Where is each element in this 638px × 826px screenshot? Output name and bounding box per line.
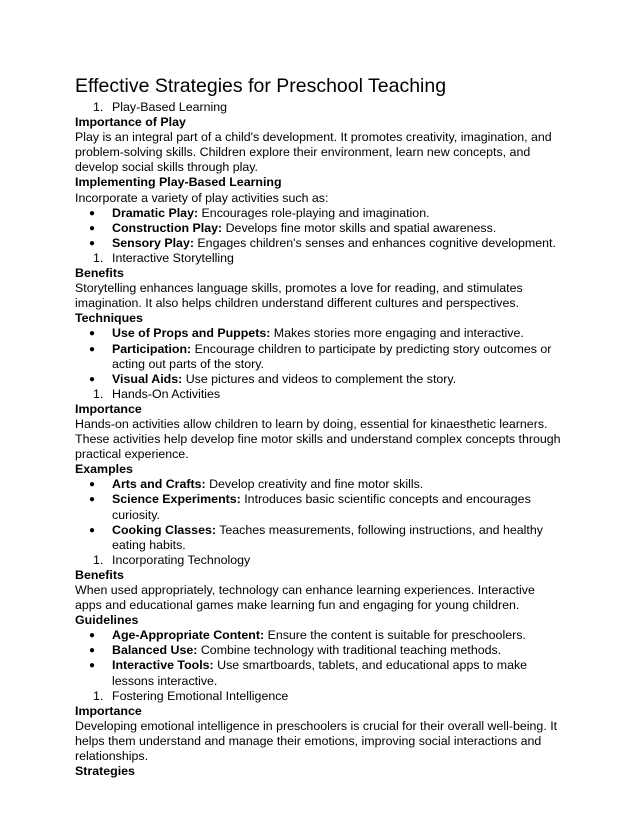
numbered-list-item [75,553,565,568]
document-title: Effective Strategies for Preschool Teaching [75,75,447,97]
subsection-heading: Techniques [75,311,143,326]
bullet-item [75,372,565,387]
bullet-term: Construction Play: [112,220,223,235]
bullet-item [75,342,565,372]
paragraph: Play is an integral part of a child's development. It promotes creativity, imagination, and problem-solving skills. Children explore their environment, learn new concepts, and develop social skills through play. [75,130,552,175]
bullet-item [75,206,565,221]
list-number: 1. [93,250,104,265]
subsection-heading: Strategies [75,764,135,779]
bullet-dot-icon: ● [89,494,96,506]
bullet-description: Develop creativity and fine motor skills. [205,477,424,492]
list-number: 1. [93,100,104,114]
bullet-description: Develops fine motor skills and spatial awareness. [222,220,497,235]
subsection-heading: Importance [75,401,142,416]
bullet-term: Use of Props and Puppets: [112,326,271,341]
bullet-text [112,477,423,491]
bullet-dot-icon: ● [89,328,96,340]
subsection-heading: Guidelines [75,613,139,628]
bullet-dot-icon: ● [89,222,96,234]
bullet-item [75,326,565,341]
document-page [75,73,565,779]
bullet-description: Use pictures and videos to complement the story. [182,371,457,386]
bullet-item [75,221,565,236]
numbered-list-item [75,689,565,704]
list-number: 1. [93,688,104,703]
document-body [75,100,565,779]
bullet-dot-icon: ● [89,524,96,536]
bullet-dot-icon: ● [89,207,96,219]
bullet-term: Science Experiments: [112,492,241,507]
numbered-list-item [75,251,565,266]
bullet-dot-icon: ● [89,343,96,355]
subsection-heading: Benefits [75,567,124,582]
bullet-item [75,628,565,643]
list-item-heading: Hands-On Activities [112,386,221,401]
bullet-term: Participation: [112,341,192,356]
bullet-text [112,658,527,687]
bullet-description: Engages children's senses and enhances cognitive development. [193,235,556,250]
list-item-heading: Fostering Emotional Intelligence [112,688,289,703]
bullet-description: Combine technology with traditional teaching methods. [197,643,502,658]
bullet-item [75,523,565,553]
subsection-heading: Benefits [75,266,124,281]
bullet-dot-icon: ● [89,630,96,642]
numbered-list-item [75,387,565,402]
bullet-text [112,523,543,552]
bullet-term: Sensory Play: [112,235,194,250]
bullet-text [112,236,556,250]
bullet-description: Introduces basic scientific concepts and encourages curiosity. [112,492,531,522]
bullet-term: Age-Appropriate Content: [112,628,265,643]
bullet-dot-icon: ● [89,660,96,672]
bullet-description: Encourage children to participate by predicting story outcomes or acting out parts of the story. [112,341,552,371]
bullet-term: Cooking Classes: [112,522,216,537]
bullet-dot-icon: ● [89,645,96,657]
list-number: 1. [93,386,104,401]
list-item-heading: Play-Based Learning [112,100,228,114]
bullet-term: Visual Aids: [112,371,183,386]
bullet-item [75,236,565,251]
bullet-description: Makes stories more engaging and interactive. [270,326,524,341]
bullet-text [112,221,496,235]
numbered-list-item [75,100,565,115]
bullet-text [112,628,526,642]
subsection-heading: Importance of Play [75,115,186,130]
paragraph: Hands-on activities allow children to learn by doing, essential for kinaesthetic learners. These activities help develop fine motor skills and understand complex concepts through practical experience. [75,416,561,462]
bullet-description: Teaches measurements, following instructions, and healthy eating habits. [112,522,543,552]
bullet-text [112,326,524,340]
subsection-heading: Implementing Play-Based Learning [75,175,282,190]
bullet-text [112,342,551,371]
bullet-item [75,658,565,688]
paragraph: Storytelling enhances language skills, promotes a love for reading, and stimulates imagination. It also helps children understand different cultures and perspectives. [75,281,523,311]
subsection-heading: Examples [75,462,133,477]
bullet-term: Interactive Tools: [112,658,214,673]
bullet-item [75,477,565,492]
bullet-description: Encourages role-playing and imagination. [198,205,430,220]
paragraph: Developing emotional intelligence in preschoolers is crucial for their overall well-being. It helps them understand and manage their emotions, improving social interactions and relationships. [75,718,558,764]
bullet-term: Dramatic Play: [112,205,199,220]
bullet-dot-icon: ● [89,237,96,249]
list-item-heading: Interactive Storytelling [112,250,234,265]
bullet-text [112,492,531,521]
bullet-text [112,372,456,386]
bullet-text [112,643,501,657]
bullet-description: Ensure the content is suitable for preschoolers. [264,628,526,643]
bullet-term: Arts and Crafts: [112,477,206,492]
bullet-item [75,643,565,658]
list-item-heading: Incorporating Technology [112,552,251,567]
bullet-item [75,492,565,522]
bullet-dot-icon: ● [89,373,96,385]
paragraph: When used appropriately, technology can enhance learning experiences. Interactive apps and educational games make learning fun and engaging for young children. [75,583,535,613]
paragraph: Incorporate a variety of play activities such as: [75,190,329,205]
bullet-text [112,206,430,220]
bullet-dot-icon: ● [89,479,96,491]
subsection-heading: Importance [75,703,142,718]
bullet-description: Use smartboards, tablets, and educational apps to make lessons interactive. [112,658,528,688]
bullet-term: Balanced Use: [112,643,198,658]
list-number: 1. [93,552,104,567]
